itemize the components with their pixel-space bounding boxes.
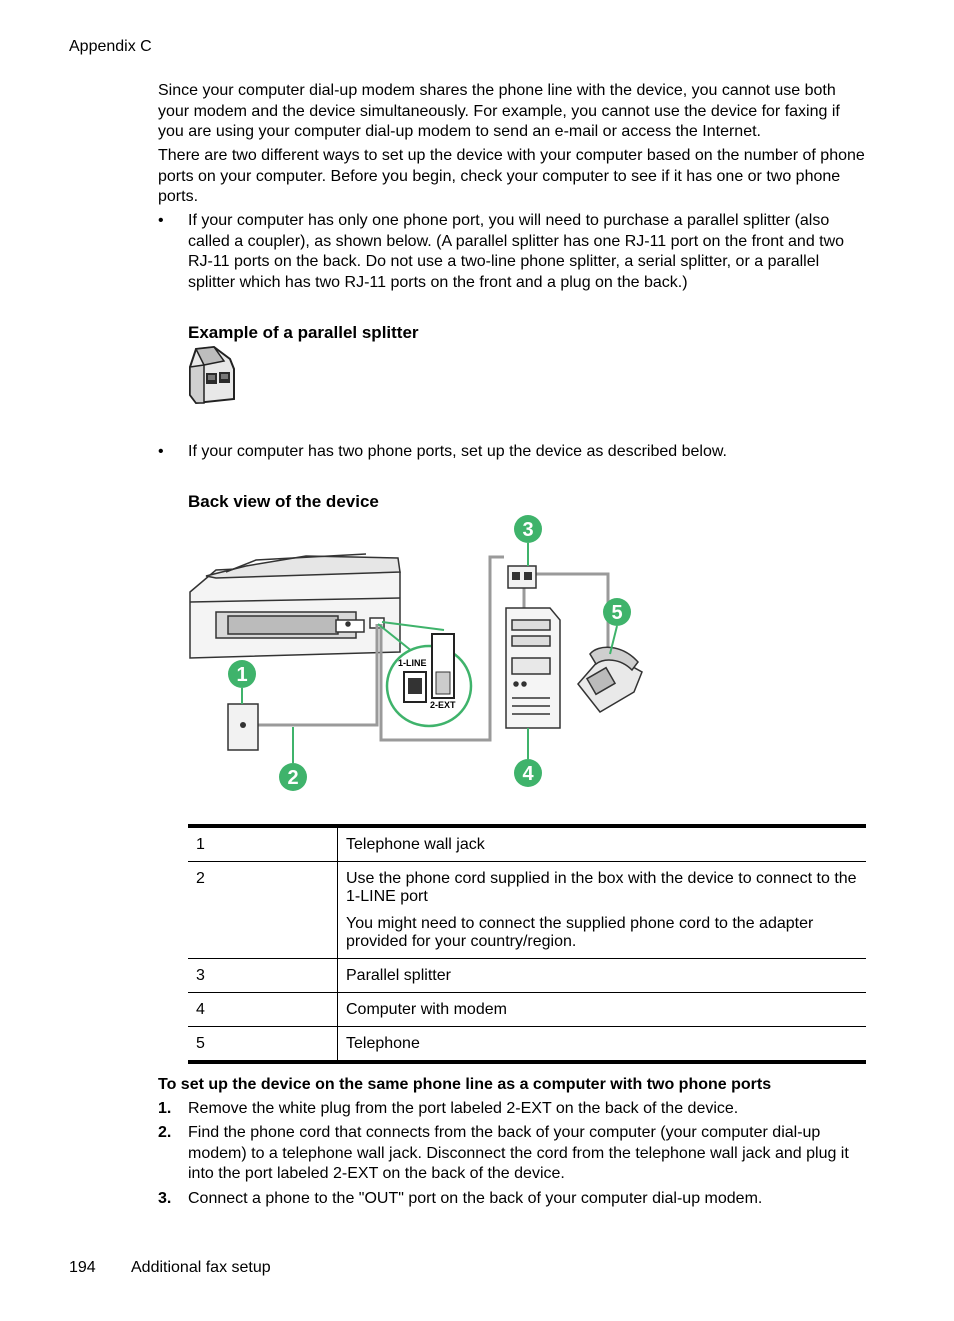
legend-description-extra: You might need to connect the supplied phone cord to the adapter provided for your country/region. [346, 915, 814, 950]
legend-description-cell [338, 862, 867, 959]
fax-device-illustration [190, 554, 400, 658]
step-number: 1. [158, 1100, 172, 1117]
bullet-text: If your computer has only one phone port, you will need to purchase a parallel splitter (also called a coupler), as shown below. (A parallel splitter has one RJ-11 port on the front and two RJ-11 ports on the back. Do not use a two-line phone splitter, a serial splitter, or a parallel splitter which has two RJ-11 ports on the front and a plug on the back.) [188, 212, 845, 291]
step-text: Connect a phone to the "OUT" port on the back of your computer dial-up modem. [188, 1190, 763, 1207]
bullet-text: If your computer has two phone ports, set up the device as described below. [188, 443, 727, 460]
splitter-small-illustration [508, 566, 536, 588]
table-row [188, 959, 866, 993]
parallel-splitter-illustration [186, 345, 240, 407]
computer-tower-illustration [506, 608, 560, 728]
legend-table [188, 824, 866, 1064]
step-number: 2. [158, 1124, 172, 1141]
bullet-marker: • [158, 443, 164, 460]
legend-description: Telephone [338, 1027, 867, 1063]
back-view-heading: Back view of the device [188, 492, 379, 511]
wall-jack-illustration [228, 704, 258, 750]
callout-3: 3 [522, 519, 534, 541]
port-label-1-line: 1-LINE [398, 658, 427, 668]
legend-description: Parallel splitter [338, 959, 867, 993]
legend-description: Computer with modem [338, 993, 867, 1027]
splitter-example-heading: Example of a parallel splitter [188, 323, 419, 342]
step-text: Find the phone cord that connects from the back of your computer (your computer dial-up modem) to a telephone wall jack. Disconnect the cord from the telephone wall jack and plug it into the port labeled 2-EXT on the back of the device. [188, 1124, 849, 1182]
port-label-2-ext: 2-EXT [430, 700, 456, 710]
step-number: 3. [158, 1190, 172, 1207]
intro-paragraph-2: There are two different ways to set up the device with your computer based on the number of phone ports on your computer. Before you begin, check your computer to see if it has one or two phone ports. [158, 147, 865, 205]
legend-number: 4 [188, 993, 338, 1027]
legend-number: 1 [188, 826, 338, 862]
legend-number: 5 [188, 1027, 338, 1063]
legend-number: 2 [188, 862, 338, 959]
page-number: 194 [69, 1259, 96, 1276]
procedure-title: To set up the device on the same phone line as a computer with two phone ports [158, 1076, 772, 1093]
telephone-illustration [578, 647, 642, 712]
footer-chapter: Additional fax setup [131, 1259, 271, 1276]
bullet-marker: • [158, 212, 164, 229]
legend-description: Telephone wall jack [346, 836, 485, 853]
callout-2: 2 [287, 767, 299, 789]
table-row [188, 862, 866, 959]
intro-paragraph-1: Since your computer dial-up modem shares the phone line with the device, you cannot use both your modem and the device simultaneously. For example, you cannot use the device for faxing if you are using your computer dial-up modem to send an e-mail or access the Internet. [158, 82, 840, 140]
legend-number: 3 [188, 959, 338, 993]
callout-4: 4 [522, 763, 534, 785]
table-row [188, 1027, 866, 1063]
callout-5: 5 [611, 602, 623, 624]
step-text: Remove the white plug from the port labeled 2-EXT on the back of the device. [188, 1100, 739, 1117]
legend-description: Use the phone cord supplied in the box with the device to connect to the 1-LINE port [346, 870, 857, 905]
running-header: Appendix C [69, 38, 152, 55]
back-view-diagram [186, 512, 656, 794]
table-row [188, 826, 866, 862]
table-row [188, 993, 866, 1027]
callout-1: 1 [236, 664, 248, 686]
